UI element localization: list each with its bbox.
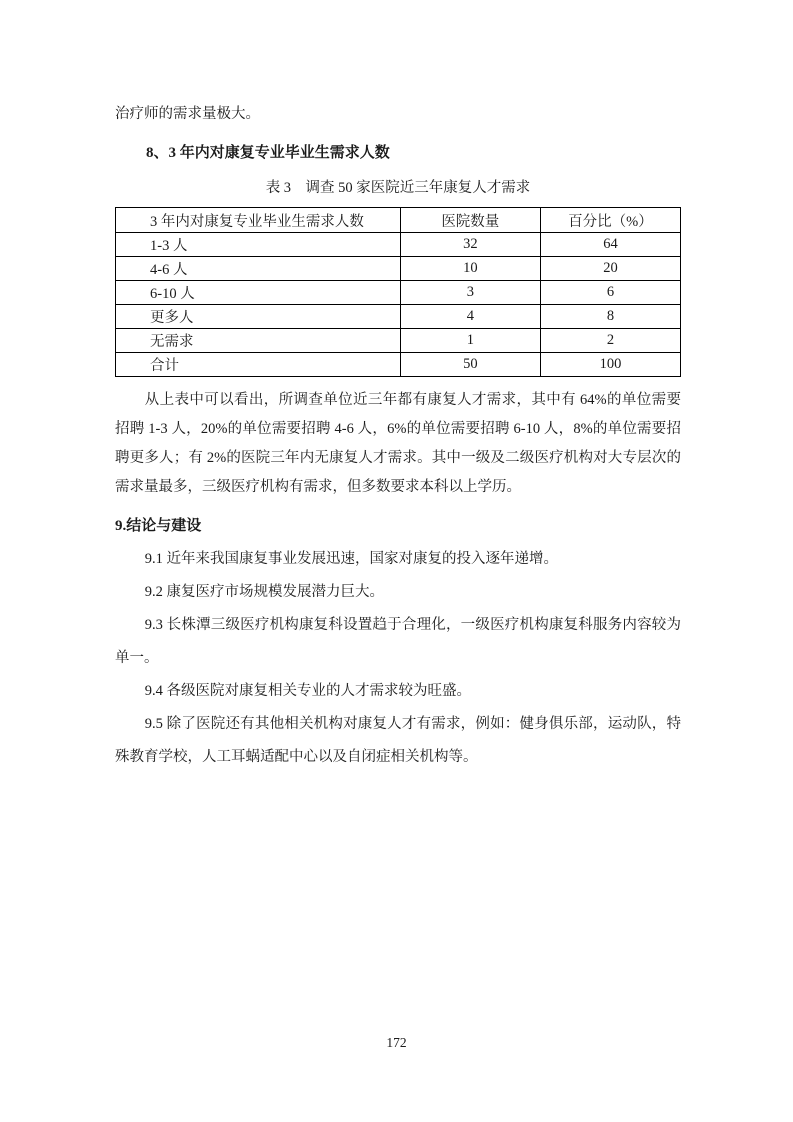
section-8-heading: 8、3 年内对康复专业毕业生需求人数 bbox=[146, 145, 390, 161]
section-9-heading: 9.结论与建设 bbox=[115, 518, 202, 534]
conclusion-9-1: 9.1 近年来我国康复事业发展迅速，国家对康复的投入逐年递增。 bbox=[144, 551, 558, 567]
table-row bbox=[116, 233, 681, 257]
cell-count: 3 bbox=[400, 281, 540, 305]
conclusion-9-4: 9.4 各级医院对康复相关专业的人才需求较为旺盛。 bbox=[144, 683, 471, 699]
cell-percent: 6 bbox=[540, 281, 680, 305]
conclusion-9-2: 9.2 康复医疗市场规模发展潜力巨大。 bbox=[144, 584, 384, 600]
cell-count: 32 bbox=[400, 233, 540, 257]
cell-count: 4 bbox=[400, 305, 540, 329]
cell-percent: 8 bbox=[540, 305, 680, 329]
cell-demand: 4-6 人 bbox=[116, 257, 401, 281]
conclusion-9-5: 9.5 除了医院还有其他相关机构对康复人才有需求，例如：健身俱乐部，运动队，特殊教育学校，人工耳蜗适配中心以及自闭症相关机构等。 bbox=[115, 716, 681, 765]
cell-percent: 20 bbox=[540, 257, 680, 281]
cell-percent: 64 bbox=[540, 233, 680, 257]
col-header-demand: 3 年内对康复专业毕业生需求人数 bbox=[116, 208, 401, 233]
demand-table bbox=[115, 207, 681, 377]
table-row bbox=[116, 329, 681, 353]
table-header-row bbox=[116, 208, 681, 233]
cell-count: 1 bbox=[400, 329, 540, 353]
analysis-paragraph: 从上表中可以看出，所调查单位近三年都有康复人才需求，其中有 64%的单位需要招聘 1-3 人，20%的单位需要招聘 4-6 人，6%的单位需要招聘 6-10 人，8%的单位需要招聘更多人；有 2%的医院三年内无康复人才需求。其中一级及二级医疗机构对大专层次的需求量最多，三级医疗机构有需求，但多数要求本科以上学历。 bbox=[115, 392, 681, 495]
page-number: 172 bbox=[386, 1035, 407, 1050]
cell-percent: 2 bbox=[540, 329, 680, 353]
cell-demand: 更多人 bbox=[116, 305, 401, 329]
cell-demand: 无需求 bbox=[116, 329, 401, 353]
intro-paragraph: 治疗师的需求量极大。 bbox=[115, 106, 260, 122]
cell-demand: 合计 bbox=[116, 353, 401, 377]
col-header-hospital-count: 医院数量 bbox=[400, 208, 540, 233]
table-row bbox=[116, 257, 681, 281]
table-row bbox=[116, 281, 681, 305]
table-row bbox=[116, 305, 681, 329]
conclusions-block bbox=[115, 543, 681, 774]
cell-count: 50 bbox=[400, 353, 540, 377]
cell-demand: 1-3 人 bbox=[116, 233, 401, 257]
cell-count: 10 bbox=[400, 257, 540, 281]
col-header-percentage: 百分比（%） bbox=[540, 208, 680, 233]
table-row-total bbox=[116, 353, 681, 377]
page-content bbox=[115, 100, 681, 774]
conclusion-9-3: 9.3 长株潭三级医疗机构康复科设置趋于合理化，一级医疗机构康复科服务内容较为单一。 bbox=[115, 617, 681, 666]
table-caption: 表 3 调查 50 家医院近三年康复人才需求 bbox=[265, 180, 531, 196]
cell-demand: 6-10 人 bbox=[116, 281, 401, 305]
cell-percent: 100 bbox=[540, 353, 680, 377]
